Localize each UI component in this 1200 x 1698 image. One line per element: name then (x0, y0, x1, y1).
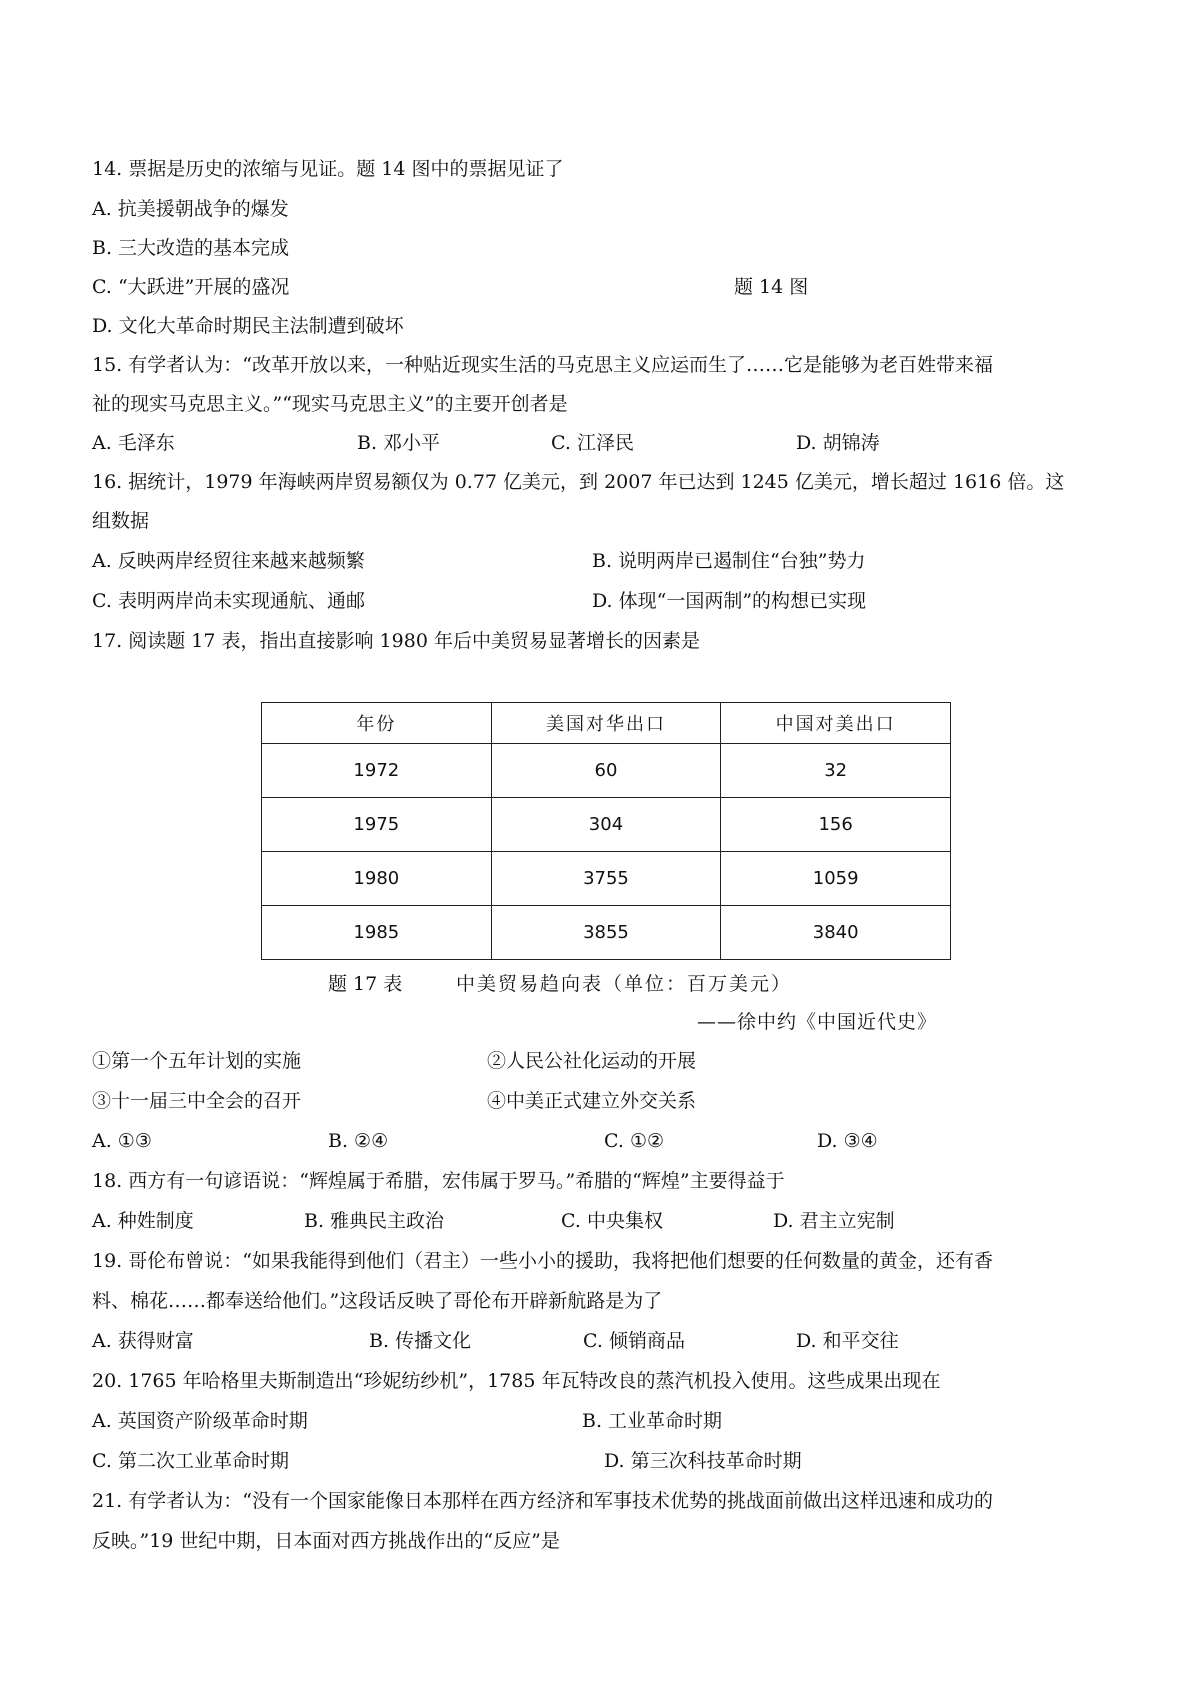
q15-stem-line2: 祉的现实马克思主义。”“现实马克思主义”的主要开创者是 (92, 393, 568, 415)
q17-option-a: A. ①③ (92, 1130, 152, 1152)
q15-option-d: D. 胡锦涛 (796, 432, 880, 454)
q19-option-b: B. 传播文化 (369, 1330, 472, 1352)
table-row (262, 852, 951, 906)
q18-stem: 18. 西方有一句谚语说：“辉煌属于希腊，宏伟属于罗马。”希腊的“辉煌”主要得益于 (92, 1170, 785, 1192)
q17-item-4: ④中美正式建立外交关系 (487, 1090, 697, 1112)
q14-option-b: B. 三大改造的基本完成 (92, 237, 290, 259)
q18-option-b: B. 雅典民主政治 (304, 1210, 445, 1232)
cell-us-export: 3855 (491, 906, 721, 960)
cell-year: 1975 (262, 798, 492, 852)
cell-us-export: 3755 (491, 852, 721, 906)
q17-option-c: C. ①② (604, 1130, 665, 1152)
q19-stem-line1: 19. 哥伦布曾说：“如果我能得到他们（君主）一些小小的援助，我将把他们想要的任何数量的黄金，还有香 (92, 1250, 993, 1272)
table-source: ——徐中约《中国近代史》 (697, 1011, 938, 1033)
q16-stem-line2: 组数据 (92, 510, 150, 532)
q17-stem: 17. 阅读题 17 表，指出直接影响 1980 年后中美贸易显著增长的因素是 (92, 630, 700, 652)
cell-us-export: 60 (491, 744, 721, 798)
q17-option-b: B. ②④ (328, 1130, 389, 1152)
q19-option-d: D. 和平交往 (796, 1330, 899, 1352)
q17-option-d: D. ③④ (817, 1130, 878, 1152)
q19-option-c: C. 倾销商品 (583, 1330, 685, 1352)
q21-stem-line2: 反映。”19 世纪中期，日本面对西方挑战作出的“反应”是 (92, 1530, 560, 1552)
cell-cn-export: 3840 (721, 906, 951, 960)
q20-option-c: C. 第二次工业革命时期 (92, 1450, 289, 1472)
cell-cn-export: 32 (721, 744, 951, 798)
q17-item-3: ③十一届三中全会的召开 (92, 1090, 302, 1112)
table-row (262, 798, 951, 852)
q17-item-2: ②人民公社化运动的开展 (487, 1050, 697, 1072)
q16-option-b: B. 说明两岸已遏制住“台独”势力 (592, 550, 866, 572)
q20-option-a: A. 英国资产阶级革命时期 (92, 1410, 308, 1432)
q15-option-b: B. 邓小平 (357, 432, 441, 454)
header-us-export: 美国对华出口 (491, 703, 721, 744)
q14-figure-label: 题 14 图 (734, 276, 809, 298)
cell-cn-export: 156 (721, 798, 951, 852)
header-cn-export: 中国对美出口 (721, 703, 951, 744)
cell-cn-export: 1059 (721, 852, 951, 906)
q15-option-c: C. 江泽民 (551, 432, 634, 454)
cell-year: 1980 (262, 852, 492, 906)
q15-option-a: A. 毛泽东 (92, 432, 175, 454)
cell-year: 1985 (262, 906, 492, 960)
q19-stem-line2: 料、棉花……都奉送给他们。”这段话反映了哥伦布开辟新航路是为了 (92, 1290, 663, 1312)
q20-option-d: D. 第三次科技革命时期 (604, 1450, 802, 1472)
q18-option-a: A. 种姓制度 (92, 1210, 194, 1232)
cell-year: 1972 (262, 744, 492, 798)
q15-stem-line1: 15. 有学者认为：“改革开放以来，一种贴近现实生活的马克思主义应运而生了……它是能够为老百姓带来福 (92, 354, 993, 376)
q14-option-d: D. 文化大革命时期民主法制遭到破坏 (92, 315, 404, 337)
q16-option-a: A. 反映两岸经贸往来越来越频繁 (92, 550, 365, 572)
q19-option-a: A. 获得财富 (92, 1330, 194, 1352)
header-year: 年份 (262, 703, 492, 744)
q16-option-d: D. 体现“一国两制”的构想已实现 (592, 590, 867, 612)
table-caption-label: 题 17 表 (328, 973, 403, 995)
q18-option-c: C. 中央集权 (561, 1210, 663, 1232)
trade-table (261, 702, 951, 960)
table-row (262, 744, 951, 798)
q14-option-c: C. “大跃进”开展的盛况 (92, 276, 290, 298)
q14-option-a: A. 抗美援朝战争的爆发 (92, 198, 289, 220)
q14-stem: 14. 票据是历史的浓缩与见证。题 14 图中的票据见证了 (92, 158, 564, 180)
table-header-row (262, 703, 951, 744)
table-row (262, 906, 951, 960)
q16-stem-line1: 16. 据统计，1979 年海峡两岸贸易额仅为 0.77 亿美元，到 2007 年已达到 1245 亿美元，增长超过 1616 倍。这 (92, 471, 1065, 493)
q17-item-1: ①第一个五年计划的实施 (92, 1050, 302, 1072)
q18-option-d: D. 君主立宪制 (773, 1210, 895, 1232)
q21-stem-line1: 21. 有学者认为：“没有一个国家能像日本那样在西方经济和军事技术优势的挑战面前做出这样迅速和成功的 (92, 1490, 993, 1512)
q20-stem: 20. 1765 年哈格里夫斯制造出“珍妮纺纱机”，1785 年瓦特改良的蒸汽机投入使用。这些成果出现在 (92, 1370, 941, 1392)
table-caption-title: 中美贸易趋向表（单位：百万美元） (456, 973, 793, 995)
q20-option-b: B. 工业革命时期 (582, 1410, 723, 1432)
cell-us-export: 304 (491, 798, 721, 852)
q16-option-c: C. 表明两岸尚未实现通航、通邮 (92, 590, 365, 612)
